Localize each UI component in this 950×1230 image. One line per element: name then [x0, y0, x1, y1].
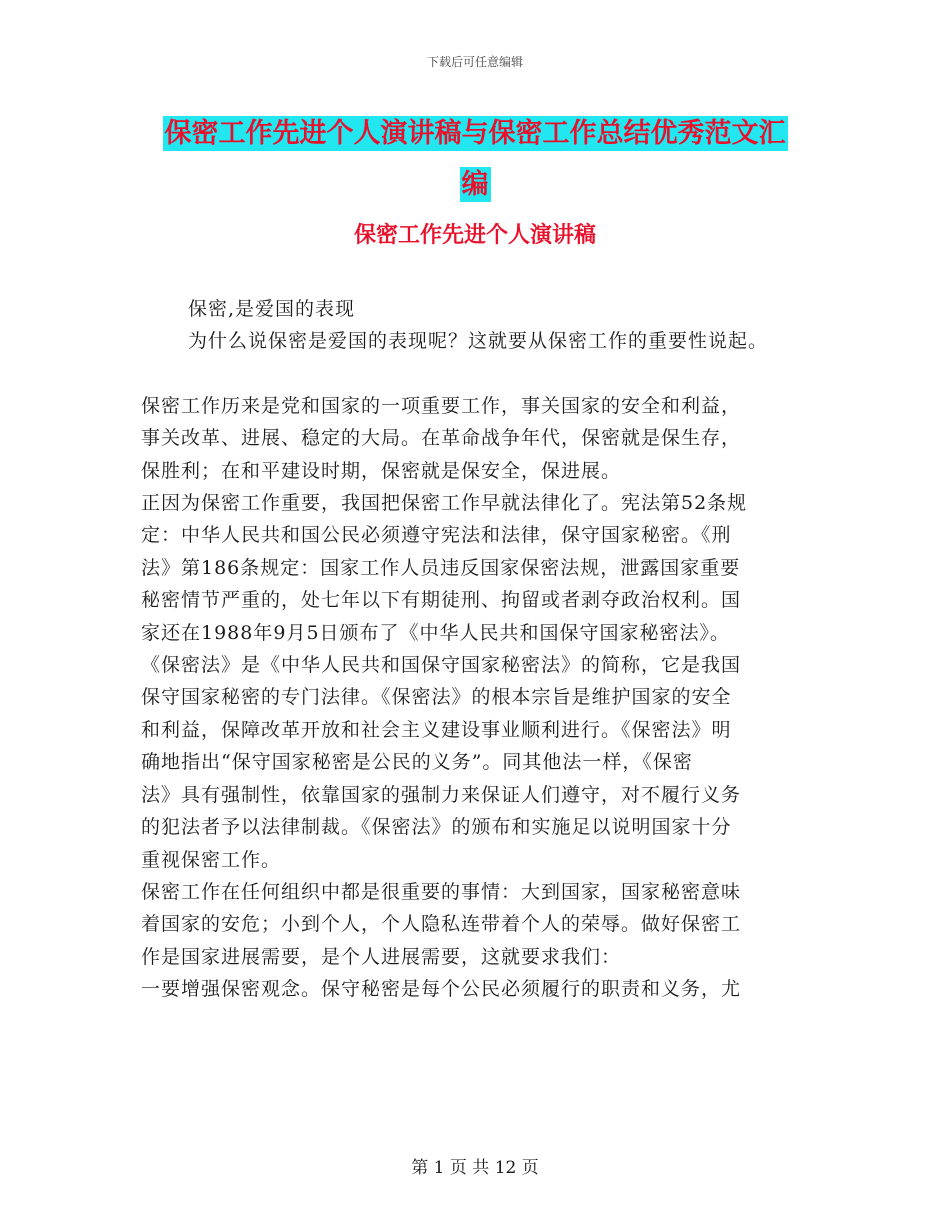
paragraph-2: [141, 487, 809, 876]
paragraph-1: [141, 390, 809, 487]
text-line: 重视保密工作。: [141, 848, 282, 871]
text-line: 正因为保密工作重要，我国把保密工作早就法律化了。宪法第52条规: [141, 492, 748, 515]
text-line: 着国家的安危；小到个人，个人隐私连带着个人的荣辱。做好保密工: [141, 913, 742, 936]
document-title-line-1: 保密工作先进个人演讲稿与保密工作总结优秀范文汇: [164, 118, 786, 149]
paragraph-4: [141, 973, 809, 1005]
document-body: [141, 293, 809, 1006]
text-line: 保守国家秘密的专门法律。《保密法》的根本宗旨是维护国家的安全: [141, 686, 732, 709]
document-title: [140, 108, 810, 210]
document-title-line-2: 编: [461, 169, 489, 200]
page-header-note: 下载后可任意编辑: [426, 55, 523, 69]
intro-line-1: 保密,是爱国的表现: [188, 298, 356, 320]
text-line: 保密工作在任何组织中都是很重要的事情：大到国家，国家秘密意味: [141, 880, 742, 903]
paragraph-3: [141, 876, 809, 973]
section-title: 保密工作先进个人演讲稿: [353, 223, 596, 248]
text-line: 《保密法》是《中华人民共和国保守国家秘密法》的简称，它是我国: [141, 654, 742, 677]
text-line: 定：中华人民共和国公民必须遵守宪法和法律，保守国家秘密。《刑: [141, 524, 732, 547]
text-line: 一要增强保密观念。保守秘密是每个公民必须履行的职责和义务，尤: [141, 978, 742, 1001]
text-line: 家还在1988年9月5日颁布了《中华人民共和国保守国家秘密法》。: [141, 621, 731, 644]
text-line: 事关改革、进展、稳定的大局。在革命战争年代，保密就是保生存，: [141, 427, 742, 450]
text-line: 保密工作历来是党和国家的一项重要工作，事关国家的安全和利益，: [141, 394, 742, 417]
intro-line-2: 为什么说保密是爱国的表现呢？这就要从保密工作的重要性说起。: [188, 330, 769, 353]
text-line: 法》具有强制性，依靠国家的强制力来保证人们遵守，对不履行义务: [141, 783, 742, 806]
text-line: 法》第186条规定：国家工作人员违反国家保密法规，泄露国家重要: [141, 556, 741, 579]
page-number: 第 1 页 共 12 页: [411, 1158, 539, 1178]
text-line: 和利益，保障改革开放和社会主义建设事业顺利进行。《保密法》明: [141, 718, 732, 741]
text-line: 作是国家进展需要，是个人进展需要，这就要求我们：: [141, 945, 622, 968]
text-line: 的犯法者予以法律制裁。《保密法》的颁布和实施足以说明国家十分: [141, 816, 732, 839]
text-line: 确地指出“保守国家秘密是公民的义务”。同其他法一样，《保密: [141, 751, 693, 774]
text-line: 秘密情节严重的，处七年以下有期徒刑、拘留或者剥夺政治权利。国: [141, 589, 742, 612]
text-line: 保胜利；在和平建设时期，保密就是保安全，保进展。: [141, 459, 622, 482]
